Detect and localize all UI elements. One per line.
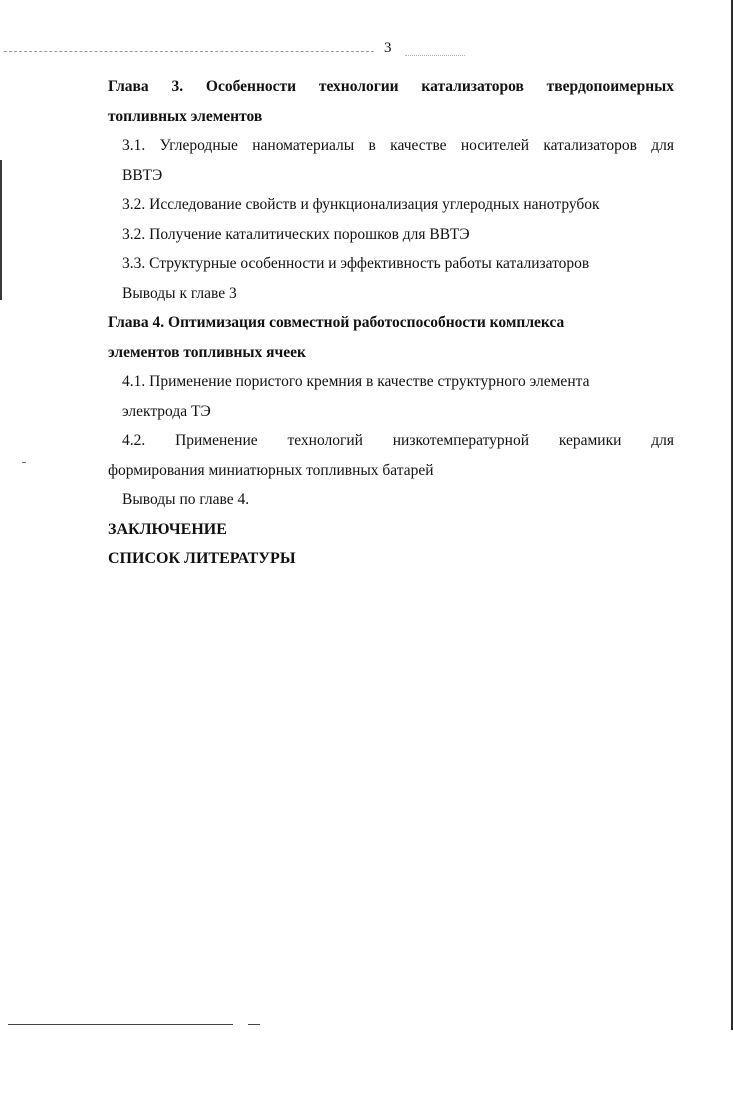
toc-item-3-3: 3.3. Структурные особенности и эффективность работы катализаторов xyxy=(122,255,590,272)
scan-artifact-top-right xyxy=(405,55,465,57)
toc-item-3-2b: 3.2. Получение каталитических порошков для ВВТЭ xyxy=(122,225,470,243)
toc-item-4-2: 4.2. Применение технологий низкотемпературной керамики для xyxy=(122,432,674,449)
chapter-3-title: Глава 3. Особенности технологии катализаторов твердопоимерных xyxy=(108,78,674,95)
toc-item-chapter-4-conclusions: Выводы по главе 4. xyxy=(122,491,250,508)
page-number: 3 xyxy=(384,40,392,56)
scan-artifact-top xyxy=(4,51,374,53)
toc-item-4-1-continued: электрода ТЭ xyxy=(122,402,211,420)
toc-item-3-1: 3.1. Углеродные наноматериалы в качестве носителей катализаторов для xyxy=(122,137,674,154)
chapter-3-title-continued: топливных элементов xyxy=(108,107,263,125)
scan-artifact-bottom-dash xyxy=(248,1024,260,1025)
toc-item-chapter-3-conclusions: Выводы к главе 3 xyxy=(122,284,237,302)
toc-item-4-1: 4.1. Применение пористого кремния в качестве структурного элемента xyxy=(122,373,590,390)
scan-artifact-bottom-line xyxy=(8,1024,233,1025)
toc-item-3-2a: 3.2. Исследование свойств и функционализация углеродных нанотрубок xyxy=(122,196,600,213)
chapter-4-title-continued: элементов топливных ячеек xyxy=(108,343,306,361)
chapter-4-title: Глава 4. Оптимизация совместной работоспособности комплекса xyxy=(108,314,565,331)
table-of-contents xyxy=(108,72,674,574)
toc-item-3-1-continued: ВВТЭ xyxy=(122,166,163,184)
scan-artifact-left-tick xyxy=(22,462,26,463)
references-heading: СПИСОК ЛИТЕРАТУРЫ xyxy=(108,550,296,567)
conclusion-heading: ЗАКЛЮЧЕНИЕ xyxy=(108,520,227,538)
toc-item-4-2-continued: формирования миниатюрных топливных батарей xyxy=(108,461,434,479)
scan-artifact-left-edge xyxy=(0,160,2,300)
